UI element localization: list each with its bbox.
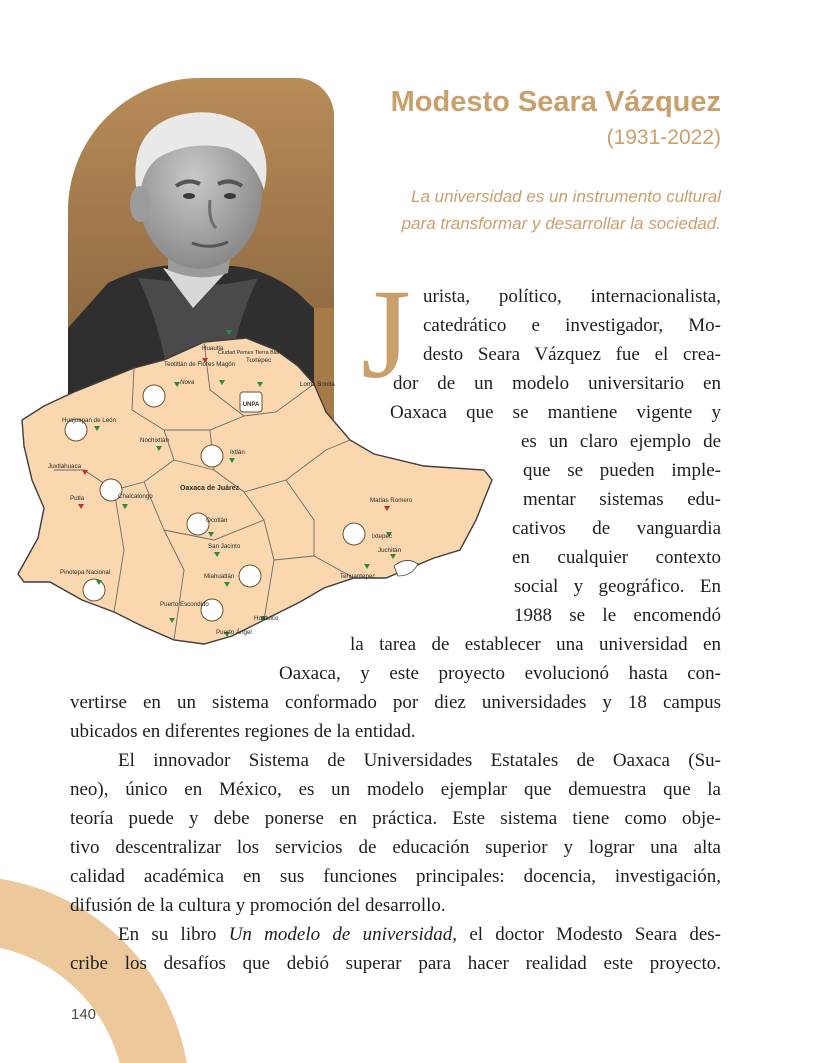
body-line: difusión de la cultura y promoción del desarrollo.: [70, 895, 446, 916]
body-line: es un claro ejemplo de: [521, 431, 721, 452]
body-line: tivo descentralizar los servicios de educación superior y lograr una alta: [70, 837, 721, 858]
map-label-huajuapan: Huajuapan de León: [62, 417, 117, 424]
body-line: social y geográfico. En: [514, 576, 721, 597]
body-line: El innovador Sistema de Universidades Estatales de Oaxaca (Su-: [118, 750, 721, 771]
map-label-oaxaca-de-juarez: Oaxaca de Juárez: [180, 485, 240, 492]
body-line: Oaxaca, y este proyecto evolucionó hasta con-: [279, 663, 721, 684]
text-run: , el doctor Modesto Seara des-: [452, 924, 721, 945]
map-label-puerto-escondido: Puerto Escondido: [160, 601, 209, 608]
body-line: que se pueden imple-: [523, 460, 721, 481]
map-label-teotitlan: Teotitlán de Flores Magón: [164, 361, 236, 368]
body-line: 1988 se le encomendó: [514, 605, 721, 626]
text-run: En su libro: [118, 924, 229, 945]
body-line: Oaxaca que se mantiene vigente y: [390, 402, 721, 423]
person-name: Modesto Seara Vázquez: [390, 86, 721, 118]
body-line: vertirse en un sistema conformado por diez universidades y 18 campus: [70, 692, 721, 713]
map-label-huautla: Huautla: [202, 345, 224, 352]
unpa-logo-label: UNPA: [242, 402, 260, 408]
body-line: urista, político, internacionalista,: [423, 286, 721, 307]
map-label-nova: Nova: [180, 379, 195, 386]
map-label-putla: Putla: [70, 495, 85, 502]
body-line: catedrático e investigador, Mo-: [423, 315, 721, 336]
map-label-tehuantepec: Tehuantepec: [340, 573, 376, 580]
body-line: ubicados en diferentes regiones de la entidad.: [70, 721, 416, 742]
map-label-huatulco: Huatulco: [254, 615, 279, 622]
quote-line: La universidad es un instrumento cultural: [411, 187, 721, 206]
map-label-ixtepec: Ixtepec: [372, 533, 392, 540]
body-line: mentar sistemas edu-: [523, 489, 721, 510]
map-label-tuxtepec: Tuxtepec: [246, 357, 272, 364]
body-line: en cualquier contexto: [512, 547, 721, 568]
map-label-juchitan: Juchitán: [378, 547, 402, 554]
map-label-nochixtlan: Nochixtlán: [140, 437, 169, 444]
body-line: desto Seara Vázquez fue el crea-: [423, 344, 721, 365]
body-line: la tarea de establecer una universidad en: [350, 634, 721, 655]
life-years: (1931-2022): [606, 126, 721, 149]
body-line: calidad académica en sus funciones principales: docencia, investigación,: [70, 866, 721, 887]
page-number: 140: [71, 1006, 97, 1023]
map-label-puerto-angel: Puerto Ángel: [216, 629, 252, 636]
body-line: [118, 920, 721, 949]
map-label-ixtlan: Ixtlán: [230, 449, 245, 456]
book-title: Un modelo de universidad: [228, 924, 453, 945]
map-label-pinotepa: Pinotepa Nacional: [60, 569, 111, 576]
map-label-juxtlahuaca: Juxtlahuaca: [48, 463, 82, 470]
map-label-san-jacinto: San Jacinto: [208, 543, 241, 550]
quote: [402, 183, 721, 237]
body-line: cribe los desafíos que debió superar para hacer realidad este proyecto.: [70, 953, 721, 974]
map-label-chalcatongo: Chalcatongo: [118, 493, 153, 500]
map-label-loma-bonita: Loma Bonita: [300, 381, 335, 388]
map-label-ocotlan: Ocotlán: [206, 517, 228, 524]
body-line: cativos de vanguardia: [512, 518, 721, 539]
body-line: dor de un modelo universitario en: [393, 373, 721, 394]
drop-cap: J: [361, 263, 411, 405]
map-label-matias-romero: Matías Romero: [370, 497, 413, 504]
map-label-miahuatlan: Miahuatlán: [204, 573, 235, 580]
body-line: neo), único en México, es un modelo ejemplar que demuestra que la: [70, 779, 721, 800]
quote-line: para transformar y desarrollar la sociedad.: [401, 214, 721, 233]
map-label-ciudad-pemex: Ciudad Pemex Tierra Blanca: [218, 350, 287, 356]
body-line: teoría puede y debe ponerse en práctica. Este sistema tiene como obje-: [70, 808, 721, 829]
